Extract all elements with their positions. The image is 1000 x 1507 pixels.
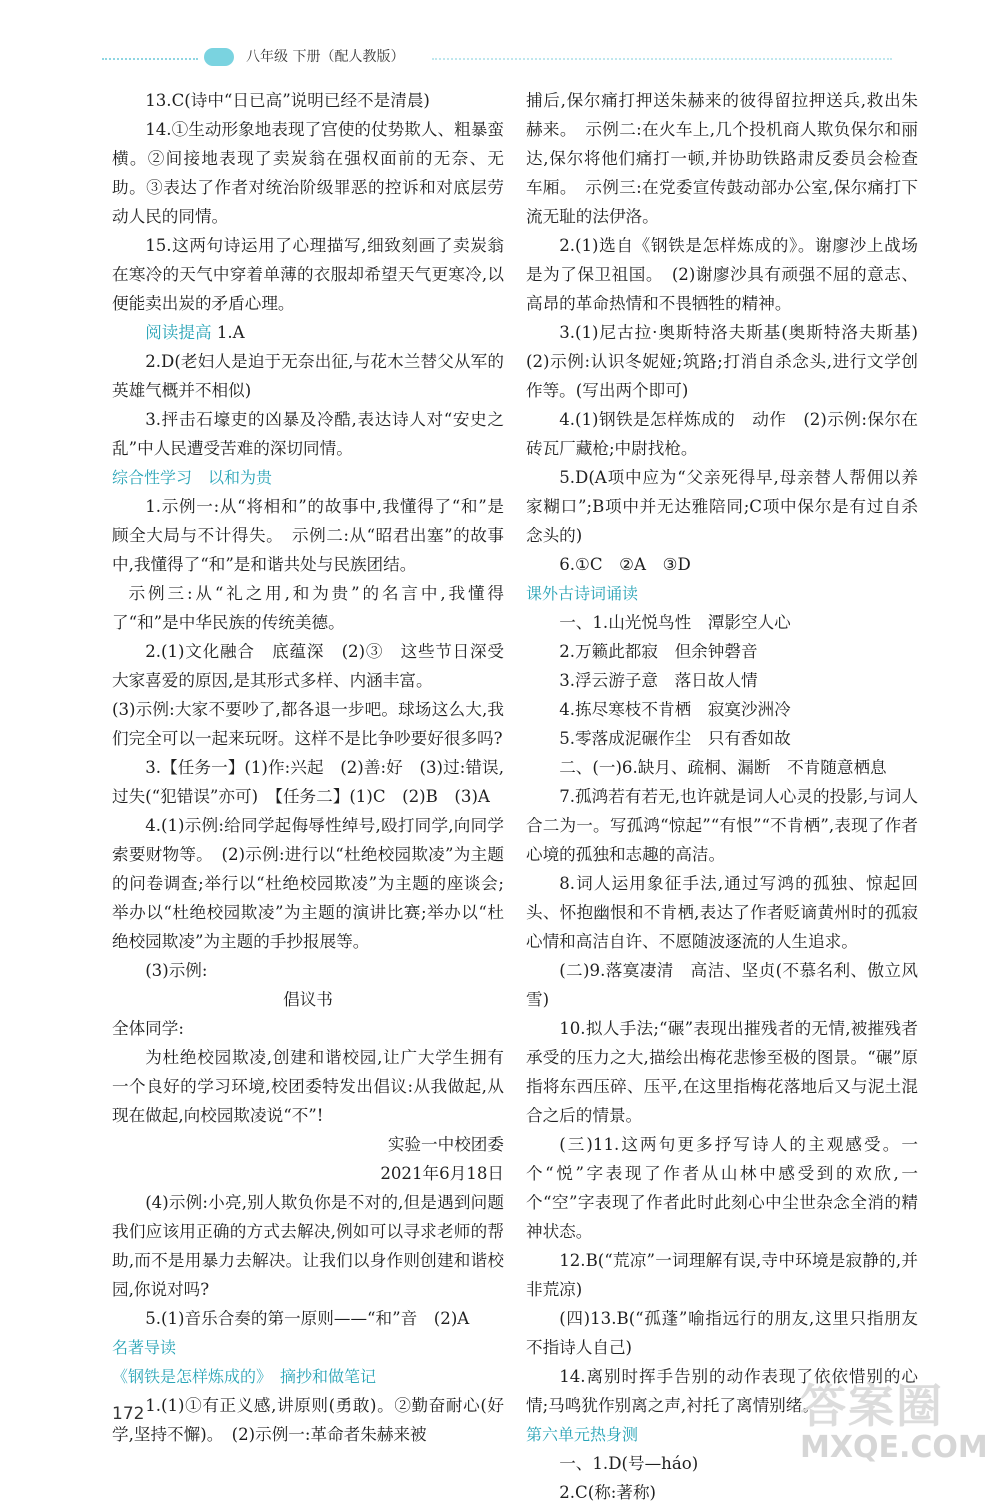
answer-paragraph: 15.这两句诗运用了心理描写,细致刻画了卖炭翁在寒冷的天气中穿着单薄的衣服却希望天气更寒冷,以便能卖出炭的矛盾心理。	[112, 236, 504, 313]
answer-paragraph: 5.(1)音乐合奏的第一原则——“和”音 (2)A	[145, 1309, 470, 1328]
answer-paragraph: 全体同学:	[112, 1019, 184, 1038]
section-heading: 第六单元热身测	[526, 1425, 639, 1444]
answer-paragraph: 3.【任务一】(1)作:兴起 (2)善:好 (3)过:错误,过失(“犯错误”亦可) 【任务二】(1)C (2)B (3)A	[112, 758, 504, 806]
answer-paragraph: 10.拟人手法;“碾”表现出摧残者的无情,被摧残者承受的压力之大,描绘出梅花悲惨至极的图景。“碾”原指将东西压碎、压平,在这里指梅花落地后又与泥土混合之后的情景。	[526, 1019, 918, 1125]
answer-paragraph: 14.离别时挥手告别的动作表现了依依惜别的心情;马鸣犹作别离之声,衬托了离情别绪。	[526, 1367, 918, 1415]
answer-paragraph: (二)9.落寞凄清 高洁、坚贞(不慕名利、傲立风雪)	[526, 961, 918, 1009]
answer-paragraph: 为杜绝校园欺凌,创建和谐校园,让广大学生拥有一个良好的学习环境,校团委特发出倡议:从我做起,从现在做起,向校园欺凌说“不”!	[112, 1048, 504, 1125]
answer-paragraph: 4.(1)钢铁是怎样炼成的 动作 (2)示例:保尔在砖瓦厂藏枪;中尉找枪。	[526, 410, 918, 458]
letter-title: 倡议书	[283, 990, 333, 1009]
header-logo-icon	[204, 48, 234, 66]
answer-paragraph: (3)示例:	[145, 961, 208, 980]
section-heading: 课外古诗词诵读	[526, 584, 639, 603]
section-heading: 《钢铁是怎样炼成的》 摘抄和做笔记	[112, 1367, 377, 1386]
section-heading-inline: 阅读提高	[145, 323, 212, 342]
header-decor-dots	[432, 58, 892, 60]
answer-paragraph: (4)示例:小亮,别人欺负你是不对的,但是遇到问题我们应该用正确的方式去解决,例如可以寻求老师的帮助,而不是用暴力去解决。让我们以身作则创建和谐校园,你说对吗?	[112, 1193, 504, 1299]
answer-paragraph: 示例三:从“礼之用,和为贵”的名言中,我懂得了“和”是中华民族的传统美德。	[112, 584, 504, 632]
header-title: 八年级 下册（配人教版）	[246, 49, 405, 65]
answer-paragraph: 1.(1)①有正义感,讲原则(勇敢)。②勤奋耐心(好学,坚持不懈)。 (2)示例一:革命者朱赫来被	[112, 1396, 504, 1444]
page-header	[112, 46, 892, 72]
answer-paragraph: 7.孤鸿若有若无,也许就是词人心灵的投影,与词人合二为一。写孤鸿“惊起”“有恨”“不肯栖”,表现了作者心境的孤独和志趣的高洁。	[526, 787, 918, 864]
watermark-brand: 答案圈	[800, 1379, 944, 1433]
header-decor-line	[102, 58, 198, 60]
section-heading: 名著导读	[112, 1338, 177, 1357]
answer-paragraph: 3.抨击石壕吏的凶暴及冷酷,表达诗人对“安史之乱”中人民遭受苦难的深切同情。	[112, 410, 504, 458]
answer-paragraph: 3.浮云游子意 落日故人情	[559, 671, 758, 690]
section-heading: 综合性学习 以和为贵	[112, 468, 273, 487]
answer-paragraph: 5.D(A项中应为“父亲死得早,母亲替人帮佣以养家糊口”;B项中并无达雅陪同;C项中保尔是有过自杀念头的)	[526, 468, 918, 545]
answer-paragraph: 13.C(诗中“日已高”说明已经不是清晨)	[145, 91, 430, 110]
answer-paragraph: 2.万籁此都寂 但余钟磬音	[559, 642, 758, 661]
answer-paragraph: 2.(1)文化融合 底蕴深 (2)③ 这些节日深受大家喜爱的原因,是其形式多样、内涵丰富。	[112, 642, 504, 690]
answer-paragraph: 一、1.D(号—háo)	[559, 1454, 699, 1473]
answer-paragraph: (3)示例:大家不要吵了,都各退一步吧。球场这么大,我们完全可以一起来玩呀。这样不是比争吵要好很多吗?	[112, 700, 504, 748]
answer-paragraph: 4.(1)示例:给同学起侮辱性绰号,殴打同学,向同学索要财物等。 (2)示例:进行以“杜绝校园欺凌”为主题的问卷调查;举行以“杜绝校园欺凌”为主题的座谈会;举办以“杜绝校园欺凌”为主题的演讲比赛;举办以“杜绝校园欺凌”为主题的手抄报展等。	[112, 816, 504, 951]
answer-paragraph: 6.①C ②A ③D	[559, 555, 691, 574]
answer-paragraph: 14.①生动形象地表现了宫使的仗势欺人、粗暴蛮横。②间接地表现了卖炭翁在强权面前的无奈、无助。③表达了作者对统治阶级罪恶的控诉和对底层劳动人民的同情。	[112, 120, 504, 226]
answer-paragraph: 2.(1)选自《钢铁是怎样炼成的》。谢廖沙上战场是为了保卫祖国。 (2)谢廖沙具有顽强不屈的意志、高昂的革命热情和不畏牺牲的精神。	[526, 236, 918, 313]
left-column	[112, 86, 504, 1449]
answer-paragraph: 一、1.山光悦鸟性 潭影空人心	[559, 613, 791, 632]
answer-paragraph: 2.C(称:著称)	[559, 1483, 657, 1502]
answer-paragraph: 4.拣尽寒枝不肯栖 寂寞沙洲冷	[559, 700, 791, 719]
watermark	[800, 1370, 990, 1470]
letter-signature: 2021年6月18日	[380, 1164, 504, 1183]
answer-paragraph: 捕后,保尔痛打押送朱赫来的彼得留拉押送兵,救出朱赫来。 示例二:在火车上,几个投机商人欺负保尔和丽达,保尔将他们痛打一顿,并协助铁路肃反委员会检查车厢。 示例三:在党委宣传鼓动部办公室,保尔痛打下流无耻的法伊洛。	[526, 91, 918, 226]
answer-paragraph: 3.(1)尼古拉·奥斯特洛夫斯基(奥斯特洛夫斯基) (2)示例:认识冬妮娅;筑路;打消自杀念头,进行文学创作等。(写出两个即可)	[526, 323, 935, 400]
answer-paragraph: 12.B(“荒凉”一词理解有误,寺中环境是寂静的,并非荒凉)	[526, 1251, 918, 1299]
answer-paragraph: 8.词人运用象征手法,通过写鸿的孤独、惊起回头、怀抱幽恨和不肯栖,表达了作者贬谪黄州时的孤寂心情和高洁自许、不愿随波逐流的人生追求。	[526, 874, 918, 951]
answer-paragraph	[112, 318, 504, 347]
answer-paragraph: 二、(一)6.缺月、疏桐、漏断 不肯随意栖息	[559, 758, 887, 777]
answer-text: 1.A	[211, 323, 245, 342]
answer-paragraph: 1.示例一:从“将相和”的故事中,我懂得了“和”是顾全大局与不计得失。 示例二:从“昭君出塞”的故事中,我懂得了“和”是和谐共处与民族团结。	[112, 497, 504, 574]
right-column	[526, 86, 935, 1507]
watermark-url: MXQE.COM	[800, 1430, 988, 1465]
answer-paragraph: (三)11.这两句更多抒写诗人的主观感受。一个“悦”字表现了作者从山林中感受到的欢欣,一个“空”字表现了作者此时此刻心中尘世杂念全消的精神状态。	[526, 1135, 918, 1241]
answer-paragraph: 2.D(老妇人是迫于无奈出征,与花木兰替父从军的英雄气概并不相似)	[112, 352, 504, 400]
letter-signature: 实验一中校团委	[387, 1135, 504, 1154]
answer-paragraph: 5.零落成泥碾作尘 只有香如故	[559, 729, 791, 748]
page-number: 172	[112, 1404, 145, 1424]
answer-paragraph: (四)13.B(“孤蓬”喻指远行的朋友,这里只指朋友不指诗人自己)	[526, 1309, 918, 1357]
